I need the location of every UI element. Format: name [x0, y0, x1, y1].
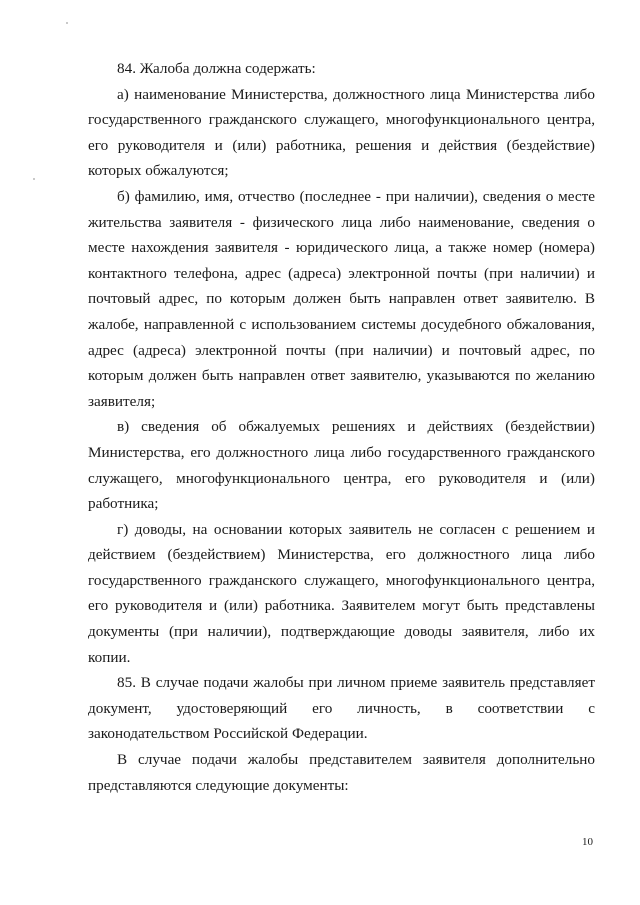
- paragraph-first-line: б) фамилию, имя, отчество (последнее - при наличии), сведения о месте: [117, 187, 595, 205]
- paragraph-line: почтовый адрес, по которым должен быть направлен ответ заявителю. В: [88, 290, 595, 308]
- document-body: [88, 56, 595, 798]
- paragraph-line: его руководителя и (или) работника. Заявителем могут быть представлены: [88, 597, 595, 615]
- paragraph-line: жалобе, направленной с использованием системы досудебного обжалования,: [88, 315, 595, 333]
- paragraph-line: государственного гражданского служащего, многофункционального центра,: [88, 571, 595, 589]
- paragraph-line: представляются следующие документы:: [88, 776, 349, 794]
- paragraph-line: служащего, многофункционального центра, его руководителя и (или): [88, 469, 595, 487]
- scan-speck: [33, 178, 35, 180]
- paragraph-line: копии.: [88, 648, 131, 666]
- paragraph-line: его руководителя и (или) работника, решения и действия (бездействие): [88, 136, 595, 154]
- paragraph-line: месте нахождения заявителя - юридического лица, а также номер (номера): [88, 239, 595, 257]
- paragraph-line: работника;: [88, 495, 159, 513]
- paragraph-line: контактного телефона, адрес (адреса) электронной почты (при наличии) и: [88, 264, 595, 282]
- paragraph-line: действием (бездействием) Министерства, его должностного лица либо: [88, 546, 595, 564]
- paragraph-first-line: 84. Жалоба должна содержать:: [117, 60, 316, 77]
- paragraph-line: государственного гражданского служащего, многофункционального центра,: [88, 111, 595, 129]
- paragraph-line: Министерства, его должностного лица либо государственного гражданского: [88, 443, 595, 461]
- paragraph-line: жительства заявителя - физического лица либо наименование, сведения о: [88, 213, 595, 231]
- paragraph-first-line: г) доводы, на основании которых заявитель не согласен с решением и: [117, 520, 595, 538]
- page-number: 10: [582, 836, 593, 848]
- paragraph-first-line: В случае подачи жалобы представителем заявителя дополнительно: [117, 751, 595, 769]
- paragraph-line: которым должен быть направлен ответ заявителю, указываются по желанию: [88, 367, 595, 385]
- paragraph-first-line: в) сведения об обжалуемых решениях и действиях (бездействии): [117, 418, 595, 436]
- scan-speck: [66, 22, 68, 24]
- paragraph-first-line: 85. В случае подачи жалобы при личном приеме заявитель представляет: [117, 674, 595, 692]
- paragraph-line: документы (при наличии), подтверждающие доводы заявителя, либо их: [88, 623, 595, 641]
- paragraph-line: которых обжалуются;: [88, 162, 229, 180]
- paragraph-line: законодательством Российской Федерации.: [88, 725, 368, 743]
- paragraph-first-line: а) наименование Министерства, должностного лица Министерства либо: [117, 85, 595, 103]
- paragraph-line: документ, удостоверяющий его личность, в соответствии с: [88, 699, 595, 717]
- paragraph-line: адрес (адреса) электронной почты (при наличии) и почтовый адрес, по: [88, 341, 595, 359]
- paragraph-line: заявителя;: [88, 392, 156, 410]
